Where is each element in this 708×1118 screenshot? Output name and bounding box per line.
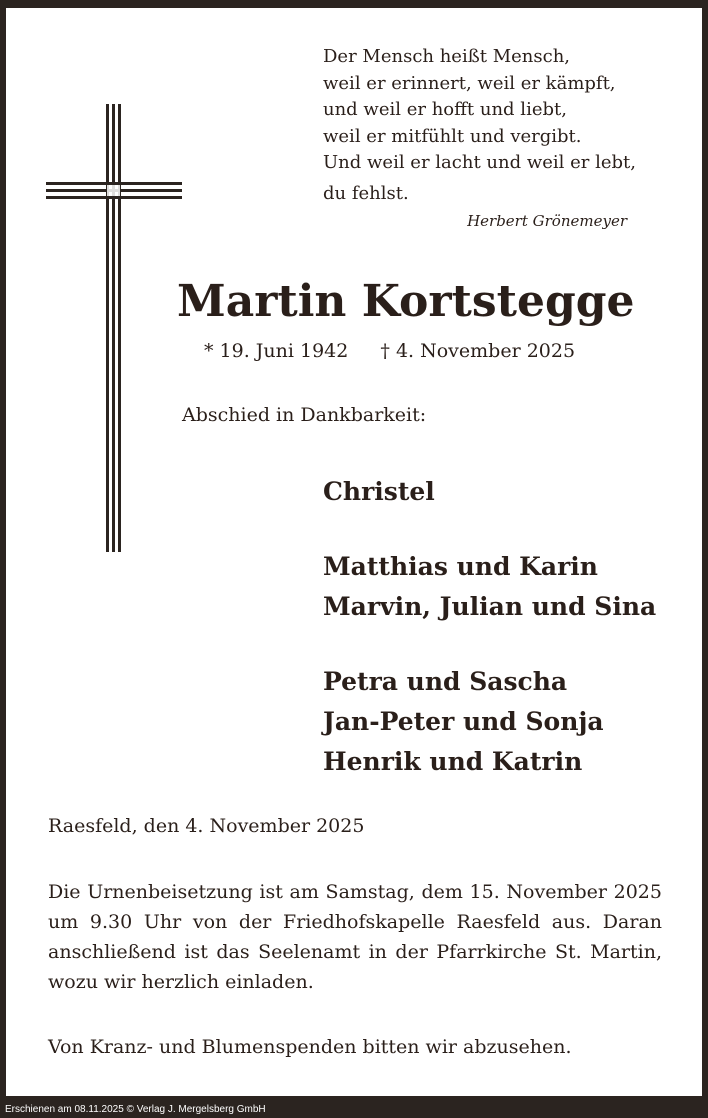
burial-line: Die Urnenbeisetzung ist am Samstag, dem 15. November 2025 [48,881,662,903]
mourner-name: Christel [323,477,435,506]
mourner-group [323,662,656,782]
burial-info [48,877,662,997]
mourner-name: Marvin, Julian und Sina [323,592,657,621]
birth-date: * 19. Juni 1942 [204,340,349,362]
place-and-date: Raesfeld, den 4. November 2025 [48,815,365,837]
mourner-name: Matthias und Karin [323,552,598,581]
poem [323,44,636,207]
poem-line: weil er erinnert, weil er kämpft, [323,72,616,94]
burial-line: anschließend ist das Seelenamt in der Pfarrkirche St. Martin, [48,941,662,963]
mourner-name: Petra und Sascha [323,667,568,696]
poem-line: und weil er hofft und liebt, [323,99,567,120]
burial-line: wozu wir herzlich einladen. [48,971,314,993]
poem-author: Herbert Grönemeyer [467,212,627,230]
death-date: † 4. November 2025 [380,340,576,362]
poem-line: Und weil er lacht und weil er lebt, [323,152,636,173]
poem-line: Der Mensch heißt Mensch, [323,46,571,67]
mourner-group [323,547,656,627]
poem-line: du fehlst. [323,182,409,204]
poem-line: weil er mitfühlt und vergibt. [323,125,582,147]
burial-line: um 9.30 Uhr von der Friedhofskapelle Raesfeld aus. Daran [48,911,662,933]
deceased-name: Martin Kortstegge [177,276,635,327]
publication-footer: Erschienen am 08.11.2025 © Verlag J. Mergelsberg GmbH [5,1104,266,1115]
mourner-name: Henrik und Katrin [323,747,583,776]
farewell-heading: Abschied in Dankbarkeit: [182,404,427,426]
flowers-note: Von Kranz- und Blumenspenden bitten wir abzusehen. [48,1036,572,1058]
cross-icon [46,104,182,552]
mourner-name: Jan-Peter und Sonja [323,707,604,736]
life-dates [204,340,575,362]
mourners-list [323,472,656,782]
mourner-group [323,472,656,512]
